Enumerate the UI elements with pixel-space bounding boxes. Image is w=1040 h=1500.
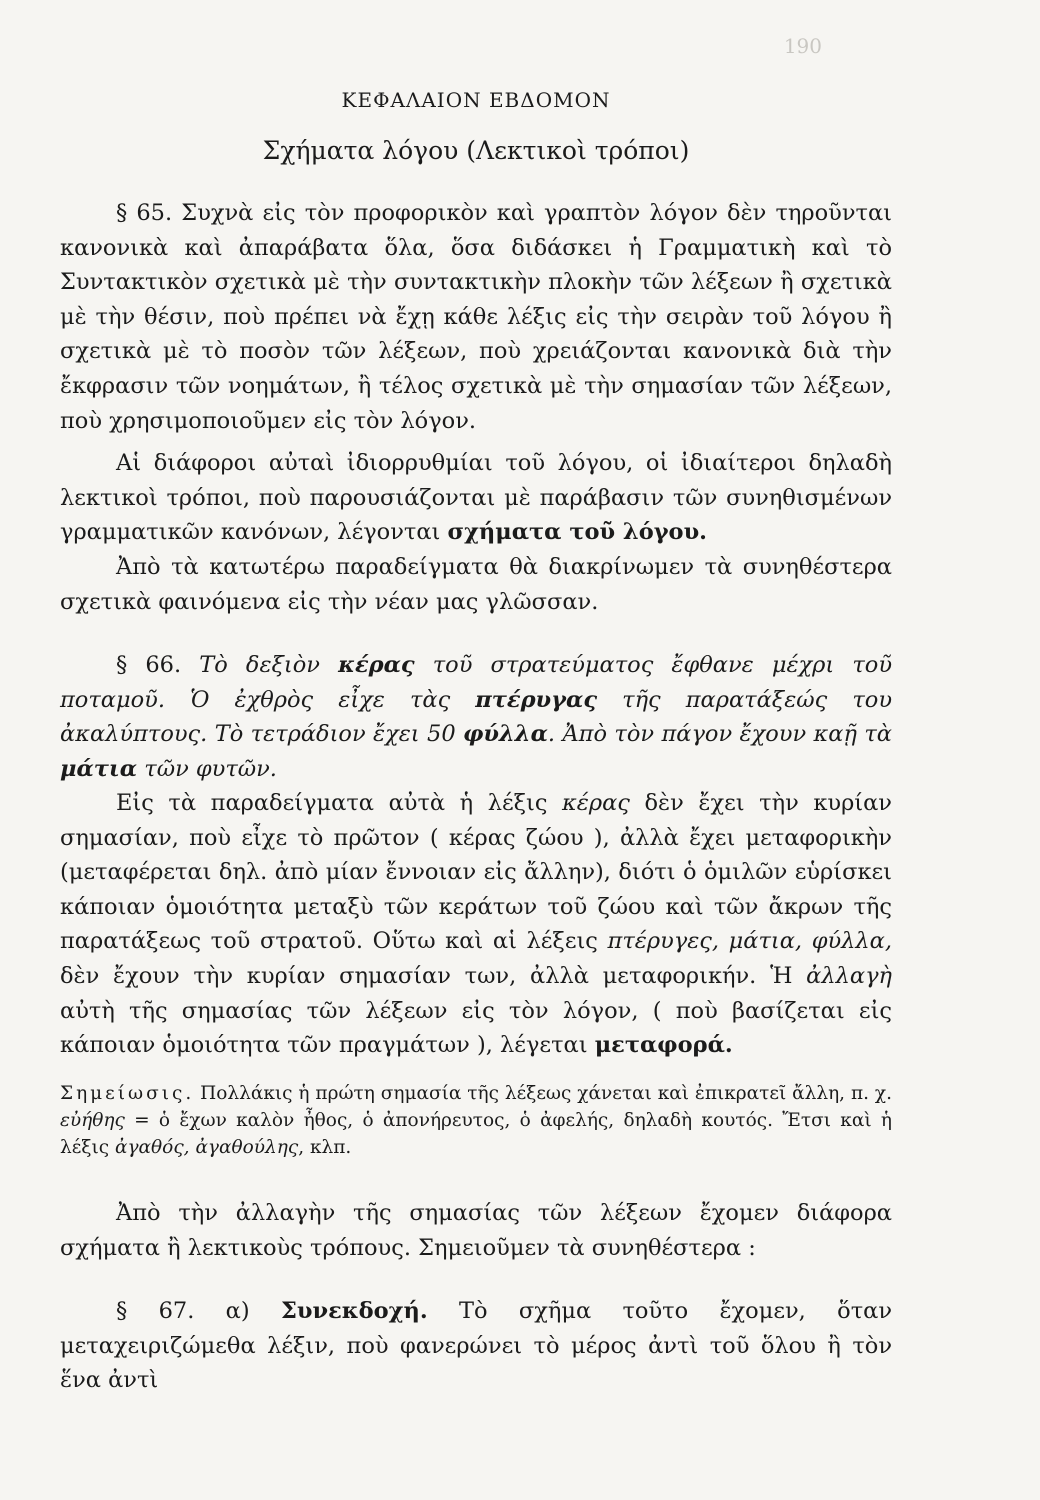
term-synekdochi: Συνεκδοχή.	[280, 1298, 428, 1324]
book-page	[60, 0, 892, 1500]
section-67-label: α)	[194, 1298, 281, 1324]
section-66-mark: § 66.	[116, 652, 182, 678]
section-65-paragraph-3: Ἀπὸ τὰ κατωτέρω παραδείγματα θὰ διακρίνωμεν τὰ συνηθέστερα σχετικὰ φαινόμενα εἰς τὴν νέαν μας γλῶσσαν.	[60, 554, 892, 615]
explanation-text: δὲν ἔχουν τὴν κυρίαν σημασίαν των, ἀλλὰ μεταφορικήν. Ἡ	[60, 962, 807, 989]
section-65-text: Συχνὰ εἰς τὸν προφορικὸν καὶ γραπτὸν λόγον δὲν τηροῦνται κανονικὰ καὶ ἀπαράβατα ὅλα, ὅσα διδάσκει ἡ Γραμματικὴ καὶ τὸ Συντακτικὸν σχετικὰ μὲ τὴν συντακτικὴν πλοκὴν τῶν λέξεων ἢ σχετικὰ μὲ τὴν θέσιν, ποὺ πρέπει νὰ ἔχῃ κάθε λέξις εἰς τὴν σειρὰν τοῦ λόγου ἢ σχετικὰ μὲ τὸ ποσὸν τῶν λέξεων, ποὺ χρειάζονται κανονικὰ διὰ τὴν ἔκφρασιν τῶν νοημάτων, ἢ τέλος σχετικὰ μὲ τὴν σημασίαν τῶν λέξεων, ποὺ χρησιμοποιοῦμεν εἰς τὸν λόγον.	[60, 200, 892, 434]
section-66-explanation	[60, 786, 892, 1063]
section-65-p2-text: Αἱ διάφοροι αὐταὶ ἰδιορρυθμίαι τοῦ λόγου, οἱ ἰδιαίτεροι δηλαδὴ λεκτικοὶ τρόποι, ποὺ παρουσιάζονται μὲ παράβασιν τῶν συνηθισμένων γραμματικῶν κανόνων, λέγονται	[60, 450, 892, 546]
explanation-text: δὲν ἔχει τὴν κυρίαν σημασίαν, ποὺ εἶχε τὸ πρῶτον ( κέρας ζώου ), ἀλλὰ ἔχει μεταφορικὴν (μεταφέρεται δηλ. ἀπὸ μίαν ἔννοιαν εἰς ἄλλην), διότι ὁ ὁμιλῶν εὑρίσκει κάποιαν ὁμοιότητα μεταξὺ τῶν κεράτων τοῦ ζώου καὶ τῶν ἄκρων τῆς παρατάξεως τοῦ στρατοῦ. Οὕτω καὶ αἱ λέξεις	[60, 790, 892, 955]
example-keyword-pteryges: πτέρυγας	[475, 686, 598, 713]
example-text: τοῦ στρατεύματος ἔφθανε μέχρι τοῦ ποταμοῦ. Ὁ ἐχθρὸς εἶχε τὰς	[60, 652, 893, 713]
note-block	[60, 1080, 892, 1161]
note-italic: εὐήθης	[60, 1110, 125, 1131]
example-keyword-matia: μάτια	[60, 755, 138, 782]
section-67-mark: § 67.	[116, 1298, 195, 1324]
explanation-italic: κέρας	[562, 790, 630, 816]
example-text: τῆς παρατάξεώς του ἀκαλύπτους. Τὸ τετράδιον ἔχει 50	[60, 686, 892, 748]
example-text: Τὸ δεξιὸν	[199, 652, 339, 678]
section-66-conclusion: Ἀπὸ τὴν ἀλλαγὴν τῆς σημασίας τῶν λέξεων ἔχομεν διάφορα σχήματα ἢ λεκτικοὺς τρόπους. Σημειοῦμεν τὰ συνηθέστερα :	[60, 1200, 892, 1261]
page-number: 190	[783, 34, 822, 58]
example-keyword-fylla: φύλλα	[463, 721, 548, 748]
explanation-text: Εἰς τὰ παραδείγματα αὐτὰ ἡ λέξις	[116, 790, 563, 816]
explanation-text: αὐτὴ τῆς σημασίας τῶν λέξεων εἰς τὸν λόγον, ( ποὺ βασίζεται εἰς κάποιαν ὁμοιότητα τῶν πραγμάτων ), λέγεται	[60, 997, 892, 1059]
example-text: τῶν φυτῶν.	[137, 755, 277, 782]
section-67-text: Τὸ σχῆμα τοῦτο ἔχομεν, ὅταν μεταχειριζώμεθα λέξιν, ποὺ φανερώνει τὸ μέρος ἀντὶ τοῦ ὅλου ἢ τὸν ἕνα ἀντὶ	[60, 1298, 893, 1394]
section-65-paragraph-1	[60, 196, 892, 438]
section-67-paragraph	[60, 1294, 892, 1398]
term-schemata-logou: σχήματα τοῦ λόγου.	[447, 519, 708, 546]
note-text: Πολλάκις ἡ πρώτη σημασία τῆς λέξεως χάνεται καὶ ἐπικρατεῖ ἄλλη, π. χ.	[194, 1083, 892, 1104]
note-text: = ὁ ἔχων καλὸν ἦθος, ὁ ἀπονήρευτος, ὁ ἀφελής, δηλαδὴ κουτός. Ἔτσι καὶ ἡ λέξις	[60, 1110, 892, 1158]
example-text: . Ἀπὸ τὸν πάγον ἔχουν καῇ τὰ	[547, 721, 893, 748]
note-text: , κλπ.	[298, 1137, 352, 1158]
section-65-paragraph-2	[60, 446, 892, 550]
chapter-title: ΚΕΦΑΛΑΙΟΝ ΕΒΔΟΜΟΝ	[341, 88, 611, 112]
term-metafora: μεταφορά.	[594, 1032, 733, 1059]
section-65-mark: § 65.	[116, 200, 173, 226]
section-66-examples	[60, 648, 892, 786]
explanation-italic: πτέρυγες, μάτια, φύλλα,	[607, 928, 892, 955]
note-label: Σημείωσις.	[60, 1083, 195, 1104]
chapter-subtitle: Σχήματα λόγου (Λεκτικοὶ τρόποι)	[262, 136, 690, 165]
note-italic: ἀγαθός, ἀγαθούλης	[115, 1137, 299, 1158]
explanation-italic: ἀλλαγὴ	[806, 962, 892, 989]
example-keyword-keras: κέρας	[338, 652, 415, 678]
